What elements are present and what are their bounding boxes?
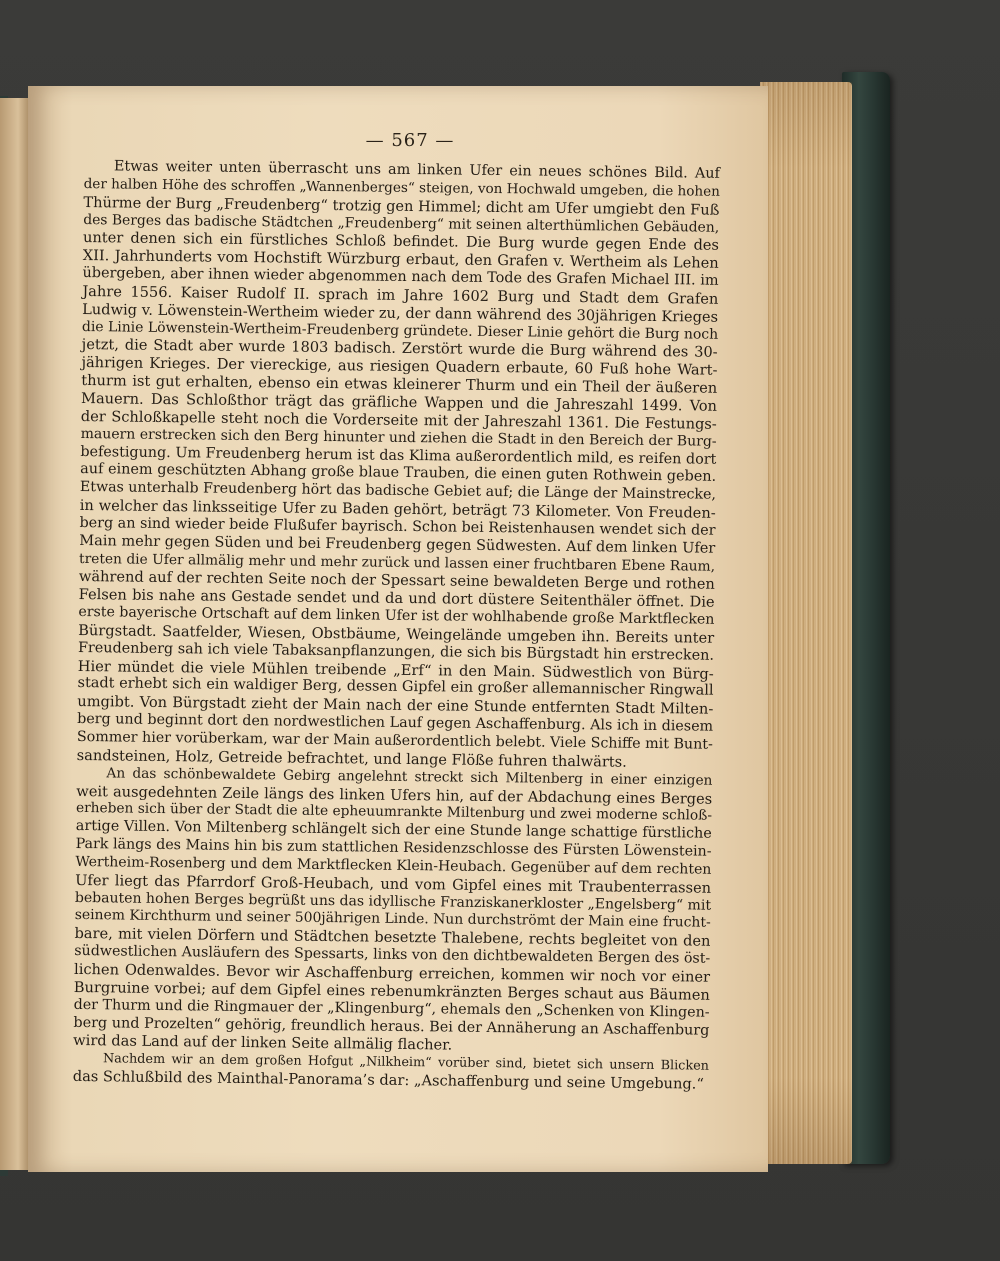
- text-line: bebauten hohen Berges begrüßt uns das idyllische Franziskanerkloster „Engelsberg“ mit: [74, 889, 712, 914]
- text-line: Ludwig v. Löwenstein-Wertheim wieder zu, der dann während des 30jährigen Krieges: [82, 300, 719, 326]
- text-line: Park längs des Mains hin bis zum stattlichen Residenzschlosse des Fürsten Löwenstein-: [75, 836, 712, 860]
- text-line: Felsen bis nahe ans Gestade sendet und da und dort düstere Seitenthäler öffnet. Die: [78, 586, 715, 611]
- text-line: Burgruine vorbei; auf dem Gipfel eines rebenumkränzten Berges schaut aus Bäumen: [73, 978, 710, 1004]
- text-line: thurm ist gut erhalten, ebenso ein etwas kleinerer Thurm und ein Theil der äußeren: [81, 372, 718, 397]
- text-line: Sommer hier vorüberkam, war der Main außerordentlich belebt. Viele Schiffe mit Bunt-: [76, 728, 713, 753]
- page-edges: [760, 82, 852, 1164]
- text-line: stadt erhebt sich ein waldiger Berg, dessen Gipfel ein großer allemannischer Ringwall: [77, 675, 714, 700]
- text-line: der halben Höhe des schroffen „Wannenberges“ steigen, von Hochwald umgeben, die hohen: [83, 175, 721, 200]
- text-line: der Thurm und die Ringmauer der „Klingenburg“, ehemals den „Schenken von Klingen-: [73, 996, 710, 1021]
- text-line: des Berges das badische Städtchen „Freudenberg“ mit seinen alterthümlichen Gebäuden,: [83, 211, 720, 236]
- text-line: Wertheim-Rosenberg und dem Marktflecken Klein-Heubach. Gegenüber auf dem rechten: [75, 853, 712, 878]
- text-line: übergeben, aber ihnen wieder abgenommen nach dem Tode des Grafen Michael III. im: [82, 265, 719, 289]
- text-line: XII. Jahrhunderts vom Hochstift Würzburg erbaut, den Grafen v. Wertheim als Lehen: [82, 247, 719, 272]
- text-line: bare, mit vielen Dörfern und Städtchen besetzte Thalebene, rechts begleitet von den: [74, 925, 711, 950]
- text-line: Mauern. Das Schloßthor trägt das gräfliche Wappen und die Jahreszahl 1499. Von: [80, 389, 718, 415]
- text-line: auf einem geschützten Abhang große blaue Trauben, die einen guten Rothwein geben.: [80, 461, 717, 486]
- text-line: unter denen sich ein fürstliches Schloß befindet. Die Burg wurde gegen Ende des: [82, 229, 720, 255]
- page-text: [73, 158, 720, 1094]
- text-line: südwestlichen Ausläufern des Spessarts, links von den dichtbewaldeten Bergen des öst-: [74, 943, 711, 967]
- text-line: berg und Prozelten“ gehörig, freundlich heraus. Bei der Annäherung an Aschaffenburg: [73, 1014, 710, 1039]
- text-line: treten die Ufer allmälig mehr und mehr zurück und lassen einer fruchtbaren Ebene Raum,: [79, 550, 716, 575]
- text-line: jährigen Krieges. Der viereckige, aus riesigen Quadern erbaute, 60 Fuß hohe Wart-: [81, 354, 718, 380]
- text-line: der Schloßkapelle steht noch die Vorderseite mit der Jahreszahl 1361. Die Festungs-: [80, 407, 717, 433]
- text-line: Hier mündet die viele Mühlen treibende „Erf“ in den Main. Südwestlich von Bürg-: [77, 657, 714, 683]
- text-line: erste bayerische Ortschaft auf dem linken Ufer ist der wohlhabende große Marktflecken: [78, 604, 715, 628]
- text-line: Nachdem wir an dem großen Hofgut „Nilkheim“ vorüber sind, bietet sich unsern Blicken: [102, 1051, 710, 1074]
- text-line: mauern erstrecken sich den Berg hinunter und ziehen die Stadt in den Bereich der Burg-: [80, 425, 717, 450]
- page-number: — 567 —: [365, 130, 455, 151]
- text-line: seinem Kirchthurm und seiner 500jährigen Linde. Nun durchströmt der Main eine frucht-: [74, 907, 711, 932]
- text-line: Freudenberg sah ich viele Tabaksanpflanzungen, die sich bis Bürgstadt hin erstrecken.: [77, 639, 715, 664]
- text-line: während auf der rechten Seite noch der Spessart seine bewaldeten Berge und rothen: [78, 568, 715, 594]
- text-line: An das schönbewaldete Gebirg angelehnt streckt sich Miltenberg in einer einzigen: [106, 765, 713, 789]
- text-line: berg an sind wieder beide Flußufer bayrisch. Schon bei Reistenhausen wendet sich der: [79, 514, 716, 539]
- text-line: in welcher das linksseitige Ufer zu Baden gehört, beträgt 73 Kilometer. Von Freuden-: [79, 497, 716, 522]
- text-line: berg und beginnt dort den nordwestlichen Lauf gegen Aschaffenburg. Als ich in diesem: [77, 711, 714, 735]
- left-page-edge: [0, 98, 30, 1170]
- text-line: artige Villen. Von Miltenberg schlängelt sich der eine Stunde lange schattige fürstliche: [75, 818, 712, 842]
- paragraph: [77, 158, 720, 772]
- paragraph: [73, 765, 712, 1058]
- text-line: weit ausgedehnten Zeile längs des linken Ufers hin, auf der Abdachung eines Berges: [76, 782, 713, 808]
- text-line: sandsteinen, Holz, Getreide befrachtet, und lange Flöße fuhren thalwärts.: [76, 746, 627, 771]
- text-line: wird das Land auf der linken Seite allmälig flacher.: [73, 1032, 453, 1054]
- text-line: Etwas unterhalb Freudenberg hört das badische Gebiet auf; die Länge der Mainstrecke,: [79, 479, 717, 503]
- text-line: erheben sich über der Stadt die alte epheuumrankte Miltenburg und zwei moderne schloß-: [75, 800, 713, 825]
- text-line: umgibt. Von Bürgstadt zieht der Main nach der eine Stunde entfernten Stadt Milten-: [77, 693, 714, 719]
- text-line: Jahre 1556. Kaiser Rudolf II. sprach im Jahre 1602 Burg und Stadt dem Grafen: [82, 282, 719, 308]
- text-line: Bürgstadt. Saatfelder, Wiesen, Obstbäume, Weingelände umgeben ihn. Bereits unter: [78, 621, 715, 647]
- text-line: Ufer liegt das Pfarrdorf Groß-Heubach, und vom Gipfel eines mit Traubenterrassen: [75, 871, 712, 897]
- text-line: Etwas weiter unten überrascht uns am linken Ufer ein neues schönes Bild. Auf: [113, 158, 720, 182]
- text-line: lichen Odenwaldes. Bevor wir Aschaffenburg erreichen, kommen wir noch vor einer: [73, 960, 711, 986]
- text-line: das Schlußbild des Mainthal-Panorama’s dar: „Aschaffenburg und seine Umgebung.“: [72, 1067, 704, 1093]
- text-line: die Linie Löwenstein-Wertheim-Freudenberg gründete. Dieser Linie gehört die Burg noch: [81, 318, 719, 343]
- text-line: befestigung. Um Freudenberg herum ist das Klima außerordentlich mild, es reifen dort: [80, 443, 717, 468]
- text-line: Main mehr gegen Süden und bei Freudenberg gegen Südwesten. Auf dem linken Ufer: [79, 532, 716, 557]
- text-line: Thürme der Burg „Freudenberg“ trotzig gen Himmel; dicht am Ufer umgiebt den Fuß: [83, 193, 720, 219]
- text-line: jetzt, die Stadt aber wurde 1803 badisch. Zerstört wurde die Burg während des 30-: [81, 336, 718, 362]
